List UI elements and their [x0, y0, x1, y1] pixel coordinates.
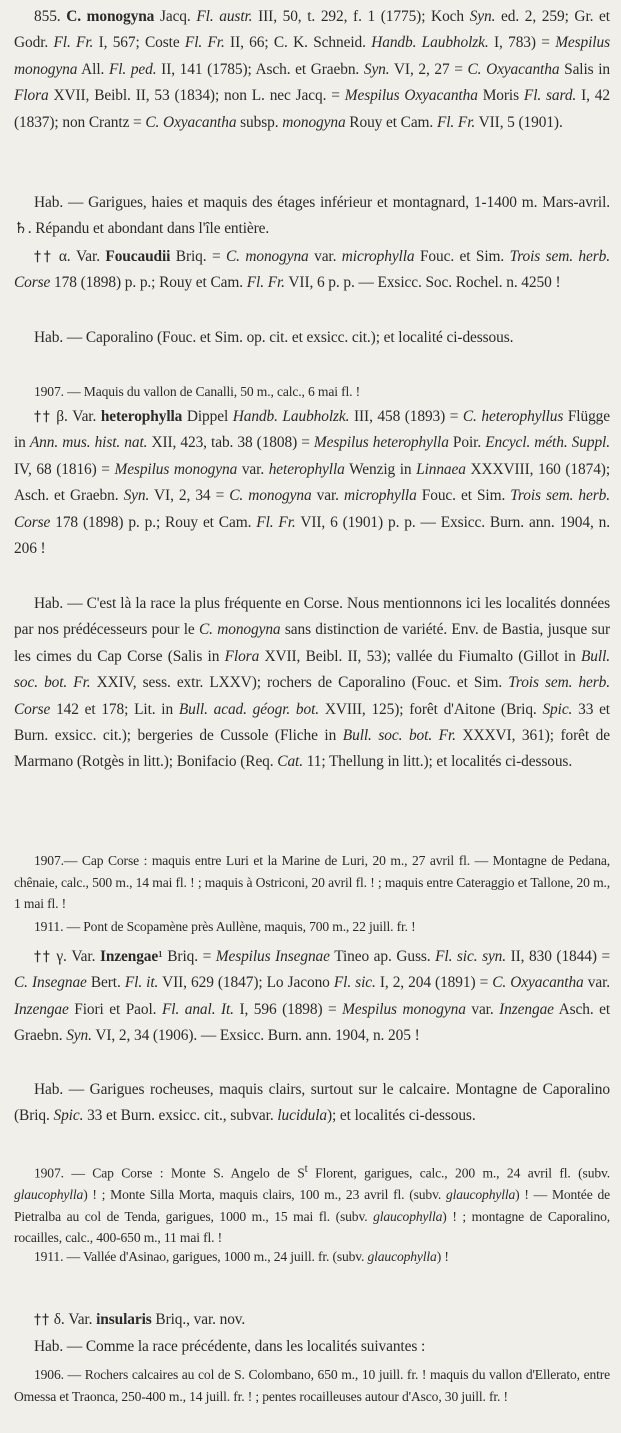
var-beta-habitat: Hab. — C'est là la race la plus fréquente en Corse. Nous mentionnons ici les localités données par nos prédécesseurs pour le C. monogyna sans distinction de variété. Env. de Bastia, jusque sur les cimes du Cap Corse (Salis in Flora XVII, Beibl. II, 53); vallée du Fiumalto (Gillot in Bull. soc. bot. Fr. XXIV, sess. extr. LXXV); rochers de Caporalino (Fouc. et Sim. Trois sem. herb. Corse 142 et 178; Lit. in Bull. acad. géogr. bot. XVIII, 125); forêt d'Aitone (Briq. Spic. 33 et Burn. exsicc. cit.); bergeries de Cussole (Fliche in Bull. soc. bot. Fr. XXXVI, 361); forêt de Marmano (Rotgès in litt.); Bonifacio (Req. Cat. 11; Thellung in litt.); et localités ci-dessous.	[14, 595, 611, 771]
var-gamma-habitat: Hab. — Garigues rocheuses, maquis clairs, surtout sur le calcaire. Montagne de Caporalino (Briq. Spic. 33 et Burn. exsicc. cit., subvar. lucidula); et localités ci-dessous.	[14, 1081, 610, 1125]
species-855-habitat: Hab. — Garigues, haies et maquis des étages inférieur et montagnard, 1-1400 m. Mars-avril. ♄. Répandu et abondant dans l'île entière.	[14, 194, 610, 238]
var-alpha-synonymy: †† α. Var. Foucaudii Briq. = C. monogyna var. microphylla Fouc. et Sim. Trois sem. herb. Corse 178 (1898) p. p.; Rouy et Cam. Fl. Fr. VII, 6 p. p. — Exsicc. Soc. Rochel. n. 4250 !	[14, 248, 610, 292]
var-alpha-record-1907: 1907. — Maquis du vallon de Canalli, 50 m., calc., 6 mai fl. !	[34, 384, 360, 399]
var-alpha-habitat: Hab. — Caporalino (Fouc. et Sim. op. cit. et exsicc. cit.); et localité ci-dessous.	[34, 329, 514, 346]
var-beta-synonymy: †† β. Var. heterophylla Dippel Handb. Laubholzk. III, 458 (1893) = C. heterophyllus Flügge in Ann. mus. hist. nat. XII, 423, tab. 38 (1808) = Mespilus heterophylla Poir. Encycl. méth. Suppl. IV, 68 (1816) = Mespilus monogyna var. heterophylla Wenzig in Linnaea XXXVIII, 160 (1874); Asch. et Graebn. Syn. VI, 2, 34 = C. monogyna var. microphylla Fouc. et Sim. Trois sem. herb. Corse 178 (1898) p. p.; Rouy et Cam. Fl. Fr. VII, 6 (1901) p. p. — Exsicc. Burn. ann. 1904, n. 206 !	[14, 408, 611, 558]
var-delta-record-1906: 1906. — Rochers calcaires au col de S. Colombano, 650 m., 10 juill. fr. ! maquis du vallon d'Ellerato, entre Omessa et Traonca, 250-400 m., 14 juill. fr. ! ; pentes rocailleuses autour d'Asco, 30 juill. fr. !	[14, 1367, 610, 1404]
var-delta-habitat: Hab. — Comme la race précédente, dans les localités suivantes :	[34, 1338, 426, 1355]
species-855-synonymy: 855. C. monogyna Jacq. Fl. austr. III, 50, t. 292, f. 1 (1775); Koch Syn. ed. 2, 259; Gr. et Godr. Fl. Fr. I, 567; Coste Fl. Fr. II, 66; C. K. Schneid. Handb. Laubholzk. I, 783) = Mespilus monogyna All. Fl. ped. II, 141 (1785); Asch. et Graebn. Syn. VI, 2, 27 = C. Oxyacantha Salis in Flora XVII, Beibl. II, 53 (1834); non L. nec Jacq. = Mespilus Oxyacantha Moris Fl. sard. I, 42 (1837); non Crantz = C. Oxyacantha subsp. monogyna Rouy et Cam. Fl. Fr. VII, 5 (1901).	[14, 8, 610, 131]
var-gamma-record-1911: 1911. — Vallée d'Asinao, garigues, 1000 m., 24 juill. fr. (subv. glaucophylla) !	[34, 1249, 449, 1264]
var-gamma-synonymy: †† γ. Var. Inzengae¹ Briq. = Mespilus Insegnae Tineo ap. Guss. Fl. sic. syn. II, 830 (1844) = C. Insegnae Bert. Fl. it. VII, 629 (1847); Lo Jacono Fl. sic. I, 2, 204 (1891) = C. Oxyacantha var. Inzengae Fiori et Paol. Fl. anal. It. I, 596 (1898) = Mespilus monogyna var. Inzengae Asch. et Graebn. Syn. VI, 2, 34 (1906). — Exsicc. Burn. ann. 1904, n. 205 !	[14, 948, 611, 1045]
var-gamma-record-1907: 1907. — Cap Corse : Monte S. Angelo de $S^t$ Florent, garigues, calc., 200 m., 24 avril fl. (subv. glaucophylla) ! ; Monte Silla Morta, maquis clairs, 100 m., 23 avril fl. (subv. glaucophylla) ! — Montée de Pietralba au col de Tenda, garigues, 1000 m., 15 mai fl. (subv. glaucophylla) ! ; montagne de Caporalino, rocailles, calc., 400-650 m., 11 mai fl. !	[14, 1163, 611, 1246]
var-delta-heading: †† δ. Var. insularis Briq., var. nov.	[34, 1311, 246, 1328]
var-beta-record-1911: 1911. — Pont de Scopamène près Aullène, maquis, 700 m., 22 juill. fr. !	[34, 919, 416, 934]
var-beta-record-1907: 1907.— Cap Corse : maquis entre Luri et la Marine de Luri, 20 m., 27 avril fl. — Montagne de Pedana, chênaie, calc., 500 m., 14 mai fl. ! ; maquis à Ostriconi, 20 avril fl. ! ; maquis entre Cateraggio et Tallone, 20 m., 1 mai fl. !	[14, 853, 610, 912]
